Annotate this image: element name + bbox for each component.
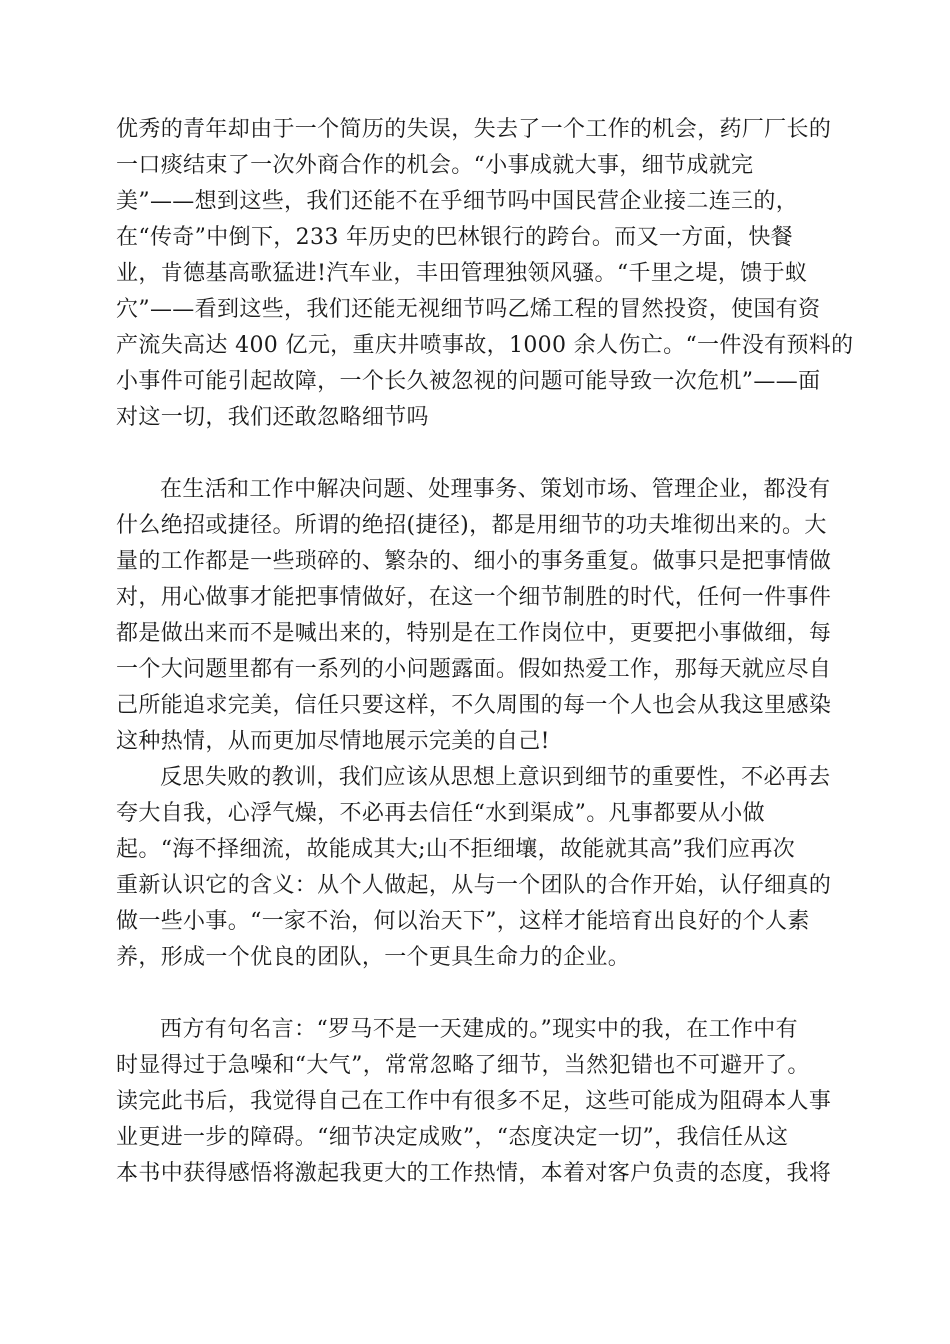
text-line: 都是做出来而不是喊出来的，特别是在工作岗位中，更要把小事做细，每 bbox=[116, 621, 832, 646]
text-line: 重新认识它的含义：从个人做起，从与一个团队的合作开始，认仔细真的 bbox=[116, 873, 832, 898]
paragraph bbox=[116, 112, 854, 436]
text-line: 量的工作都是一些琐碎的、繁杂的、细小的事务重复。做事只是把事情做 bbox=[116, 549, 832, 574]
text-line: 反思失败的教训，我们应该从思想上意识到细节的重要性，不必再去 bbox=[160, 765, 831, 790]
text-line: 对这一切，我们还敢忽略细节吗 bbox=[116, 405, 429, 430]
text-line: 起。“海不择细流，故能成其大;山不拒细壤，故能就其高”我们应再次 bbox=[116, 837, 796, 862]
text-line: 读完此书后，我觉得自己在工作中有很多不足，这些可能成为阻碍本人事 bbox=[116, 1089, 832, 1114]
text-line: 在生活和工作中解决问题、处理事务、策划市场、管理企业，都没有 bbox=[160, 477, 831, 502]
text-line: 穴”——看到这些，我们还能无视细节吗乙烯工程的冒然投资，使国有资 bbox=[116, 297, 821, 322]
text-line: 一个大问题里都有一系列的小问题露面。假如热爱工作，那每天就应尽自 bbox=[116, 657, 832, 682]
text-line: 什么绝招或捷径。所谓的绝招(捷径)，都是用细节的功夫堆彻出来的。大 bbox=[116, 513, 827, 538]
text-line: 夸大自我，心浮气燥，不必再去信任“水到渠成”。凡事都要从小做 bbox=[116, 801, 765, 826]
text-line: 美”——想到这些，我们还能不在乎细节吗中国民营企业接二连三的， bbox=[116, 189, 799, 214]
text-line: 产流失高达 400 亿元，重庆井喷事故，1000 余人伤亡。“一件没有预料的 bbox=[116, 333, 854, 358]
text-line: 西方有句名言：“罗马不是一天建成的。”现实中的我，在工作中有 bbox=[160, 1017, 798, 1042]
text-line: 优秀的青年却由于一个简历的失误，失去了一个工作的机会，药厂厂长的 bbox=[116, 117, 832, 142]
text-line: 时显得过于急噪和“大气”，常常忽略了细节，当然犯错也不可避开了。 bbox=[116, 1053, 810, 1078]
text-line: 小事件可能引起故障，一个长久被忽视的问题可能导致一次危机”——面 bbox=[116, 369, 821, 394]
text-line: 己所能追求完美，信任只要这样，不久周围的每一个人也会从我这里感染 bbox=[116, 693, 832, 718]
text-line: 养，形成一个优良的团队，一个更具生命力的企业。 bbox=[116, 945, 631, 970]
text-line: 一口痰结束了一次外商合作的机会。“小事成就大事，细节成就完 bbox=[116, 153, 754, 178]
text-line: 本书中获得感悟将激起我更大的工作热情，本着对客户负责的态度，我将 bbox=[116, 1161, 832, 1186]
text-line: 做一些小事。“一家不治，何以治天下”，这样才能培育出良好的个人素 bbox=[116, 909, 810, 934]
text-line: 业更进一步的障碍。“细节决定成败”，“态度决定一切”，我信任从这 bbox=[116, 1125, 789, 1150]
text-line: 业，肯德基高歌猛进!汽车业，丰田管理独领风骚。“千里之堤，馈于蚁 bbox=[116, 261, 808, 286]
paragraph bbox=[116, 1012, 836, 1192]
paragraph bbox=[116, 760, 836, 976]
text-line: 这种热情，从而更加尽情地展示完美的自己! bbox=[116, 729, 550, 754]
text-line: 对，用心做事才能把事情做好，在这一个细节制胜的时代，任何一件事件 bbox=[116, 585, 832, 610]
text-line: 在“传奇”中倒下，233 年历史的巴林银行的跨台。而又一方面，快餐 bbox=[116, 225, 794, 250]
paragraph bbox=[116, 472, 836, 760]
